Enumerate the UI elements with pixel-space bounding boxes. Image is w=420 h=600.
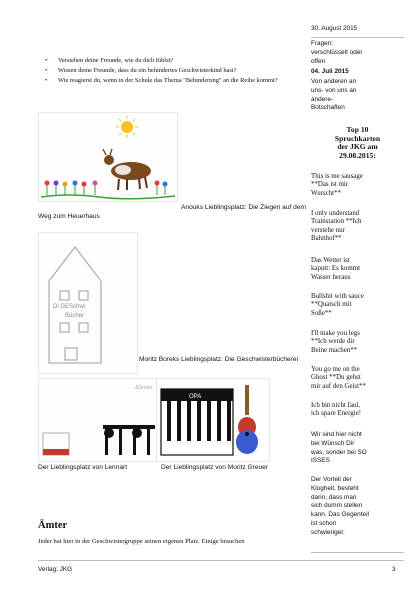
- drawing-goats: [38, 112, 178, 202]
- saying-item: Das Wetter ist kaputt: Es kommt Wasser heraus: [311, 257, 360, 281]
- drawing-greuer: [156, 378, 270, 462]
- saying-item: Bullshit with sauce **Quatsch mit Soße**: [311, 293, 364, 317]
- guitar-icon: [236, 385, 258, 454]
- caption-goats: Anouks Lieblingsplatz: Die Ziegen auf dem Weg zum Heuerhaus: [38, 204, 306, 220]
- svg-text:Di GESchwi: Di GESchwi: [53, 304, 86, 310]
- sidebar-rule: [311, 37, 404, 38]
- flowers: [45, 181, 168, 196]
- sidebar-note-1: Wir sind hier nicht bei Wünsch Dir was, sonder bei SO ISSES: [311, 431, 367, 465]
- footer-page-number: 3: [392, 566, 396, 573]
- sun-icon: [116, 116, 138, 138]
- saying-item: I only understand Trainstation **Ich verstehe nur Bahnhof**: [311, 210, 362, 243]
- piano-large: [161, 389, 233, 455]
- svg-text:Bücher: Bücher: [65, 313, 85, 319]
- caption-lennart: Der Lieblingsplatz von Lennart: [38, 464, 128, 471]
- section-text: Jeder hat hier in der Geschwistergruppe seinen eigenen Platz. Einige brauchen: [38, 538, 245, 545]
- footer-publisher: Verlag: JKG: [38, 566, 73, 573]
- piano-small-left: [43, 433, 69, 455]
- piano-small-right: [103, 425, 155, 455]
- sidebar-date: 30. August 2015: [311, 25, 358, 32]
- sidebar-intro: Fragen: verschlüsselt oder offen: [311, 40, 363, 65]
- sidebar-intro2: Von anderen an uns- von uns an andere- Botschaften: [311, 78, 357, 112]
- goat-figure: [103, 149, 151, 190]
- sidebar-date2: 04. Juli 2015: [311, 68, 349, 75]
- saying-item: I'll make you legs **Ich werde dir Beine machen**: [311, 330, 360, 354]
- saying-item: You go me on the Ghost **Du gehst mir auf den Geist**: [311, 366, 366, 390]
- question-item: • Verstehen deine Freunde, wie du dich fühlst?: [45, 57, 174, 64]
- footer-rule: [38, 560, 404, 561]
- top10-heading: Top 10 Spruchkarten der JKG am 29.08.2015:: [334, 125, 381, 160]
- sidebar: [311, 0, 404, 560]
- caption-library: Moritz Boreks Lieblingsplatz: Die Geschwisterbücherei: [139, 356, 299, 363]
- svg-text:Klavier: Klavier: [135, 385, 153, 391]
- drawing-library: [38, 232, 138, 374]
- question-item: • Wie reagierst du, wenn in der Schule das Thema "Behinderung" an die Reihe kommt?: [45, 77, 278, 84]
- sidebar-bottom-rule: [311, 552, 404, 553]
- sidebar-note-2: Der Vorteil der Klugheit, besteht darin, dass man sich dumm stellen kann. Das Gegenteil ist schon schwieriger.: [311, 476, 369, 536]
- question-list: [38, 56, 288, 86]
- svg-text:OPA: OPA: [189, 394, 202, 400]
- section-heading: Ämter: [38, 520, 68, 531]
- caption-greuer: Der Lieblingsplatz von Moritz Greuer: [161, 464, 269, 471]
- saying-item: This is me sausage **Das ist mir Wurscht**: [311, 173, 363, 197]
- saying-item: Ich bin nicht faul, ich spare Energie!: [311, 402, 361, 418]
- question-item: • Wissen deine Freunde, dass du ein behindertes Geschwisterkind hast?: [45, 67, 237, 74]
